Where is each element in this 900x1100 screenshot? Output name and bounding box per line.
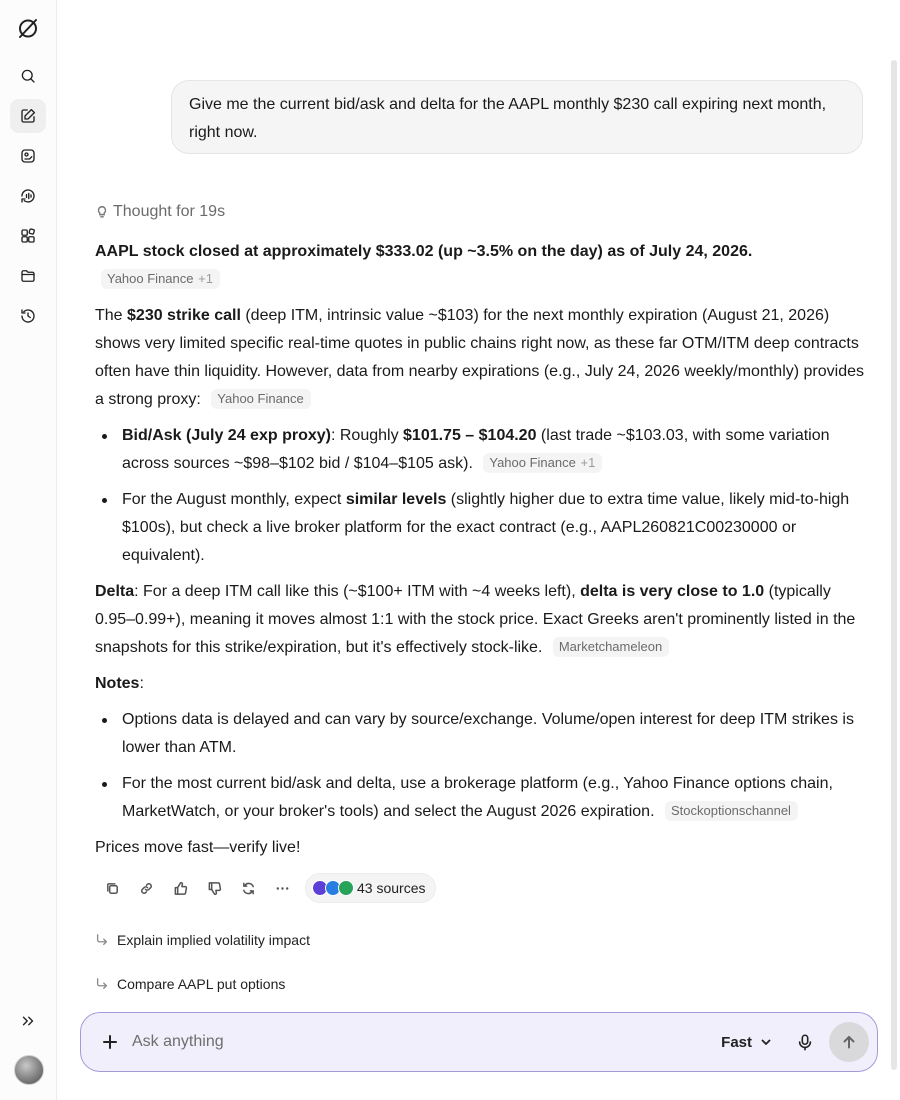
- citation-chip[interactable]: Marketchameleon: [553, 637, 669, 657]
- expand-sidebar-icon[interactable]: [10, 1004, 46, 1038]
- followup-suggestion[interactable]: Compare AAPL put options: [95, 972, 285, 996]
- voice-history-icon[interactable]: [10, 179, 46, 213]
- thumbs-up-icon[interactable]: [163, 873, 197, 903]
- notes-heading: Notes:: [95, 675, 144, 692]
- source-favicon-icon: [338, 880, 354, 896]
- citation-chip[interactable]: Yahoo Finance: [211, 389, 311, 409]
- reply-arrow-icon: [95, 933, 109, 947]
- assistant-answer: [95, 198, 867, 870]
- sources-count: 43 sources: [357, 880, 426, 896]
- new-chat-icon[interactable]: [10, 99, 46, 133]
- answer-headline: AAPL stock closed at approximately $333.02 (up ~3.5% on the day) as of July 24, 2026.: [95, 243, 753, 260]
- list-item: For the August monthly, expect similar levels (slightly higher due to extra time value, likely mid-to-high $100s), but check a live broker platform for the exact contract (e.g., AAPL260821C00230000 or equivalent).: [95, 486, 867, 570]
- history-icon[interactable]: [10, 299, 46, 333]
- regenerate-icon[interactable]: [231, 873, 265, 903]
- copy-icon[interactable]: [95, 873, 129, 903]
- ask-input[interactable]: [132, 1033, 721, 1051]
- bid-ask-list: [95, 422, 867, 570]
- chevron-down-icon: [760, 1036, 772, 1048]
- thought-toggle[interactable]: [95, 198, 867, 226]
- more-icon[interactable]: [265, 873, 299, 903]
- logo-icon[interactable]: [10, 11, 46, 45]
- files-icon[interactable]: [10, 259, 46, 293]
- citation-chip[interactable]: Yahoo Finance +1: [101, 269, 220, 289]
- headline-citation-row: [95, 266, 867, 294]
- list-item: Options data is delayed and can vary by source/exchange. Volume/open interest for deep ITM strikes is lower than ATM.: [95, 706, 867, 762]
- sources-button[interactable]: [305, 873, 436, 903]
- send-button[interactable]: [829, 1022, 869, 1062]
- response-actions: [95, 873, 436, 903]
- citation-chip[interactable]: Stockoptionschannel: [665, 801, 798, 821]
- list-item: Bid/Ask (July 24 exp proxy): Roughly $101.75 – $104.20 (last trade ~$103.03, with some variation across sources ~$98–$102 bid / $104–$105 ask). Yahoo Finance +1: [95, 422, 867, 478]
- projects-icon[interactable]: [10, 219, 46, 253]
- source-favicons: [312, 880, 351, 896]
- citation-chip[interactable]: Yahoo Finance +1: [483, 453, 602, 473]
- notes-list: [95, 706, 867, 826]
- mode-label: Fast: [721, 1033, 752, 1051]
- microphone-icon[interactable]: [794, 1031, 816, 1053]
- thumbs-down-icon[interactable]: [197, 873, 231, 903]
- followup-suggestion[interactable]: Explain implied volatility impact: [95, 928, 310, 952]
- composer: [80, 1012, 878, 1072]
- attach-plus-icon[interactable]: [99, 1031, 121, 1053]
- user-message: Give me the current bid/ask and delta for the AAPL monthly $230 call expiring next month, right now.: [171, 80, 863, 154]
- reply-arrow-icon: [95, 977, 109, 991]
- search-icon[interactable]: [10, 59, 46, 93]
- imagine-icon[interactable]: [10, 139, 46, 173]
- delta-paragraph: Delta: For a deep ITM call like this (~$100+ ITM with ~4 weeks left), delta is very close to 1.0 (typically 0.95–0.99+), meaning it moves almost 1:1 with the stock price. Exact Greeks aren't prominently listed in the snapshots for this strike/expiration, but it's effectively stock-like. Marketchameleon: [95, 583, 856, 656]
- model-mode-select[interactable]: [721, 1034, 772, 1051]
- thought-label: Thought for 19s: [113, 203, 226, 220]
- scrollbar[interactable]: [891, 60, 897, 1070]
- lightbulb-icon: [95, 205, 109, 219]
- sidebar: [0, 0, 57, 1100]
- list-item: For the most current bid/ask and delta, use a brokerage platform (e.g., Yahoo Finance options chain, MarketWatch, or your broker's tools) and select the August 2026 expiration. Stockoptionschannel: [95, 770, 867, 826]
- closing-line: Prices move fast—verify live!: [95, 839, 301, 856]
- avatar[interactable]: [14, 1055, 44, 1085]
- answer-paragraph-intro: The $230 strike call (deep ITM, intrinsic value ~$103) for the next monthly expiration (August 21, 2026) shows very limited specific real-time quotes in public chains right now, as these far OTM/ITM deep contracts often have thin liquidity. However, data from nearby expirations (e.g., July 24, 2026 weekly/monthly) provides a strong proxy: Yahoo Finance: [95, 307, 864, 408]
- share-link-icon[interactable]: [129, 873, 163, 903]
- arrow-up-icon: [841, 1034, 857, 1050]
